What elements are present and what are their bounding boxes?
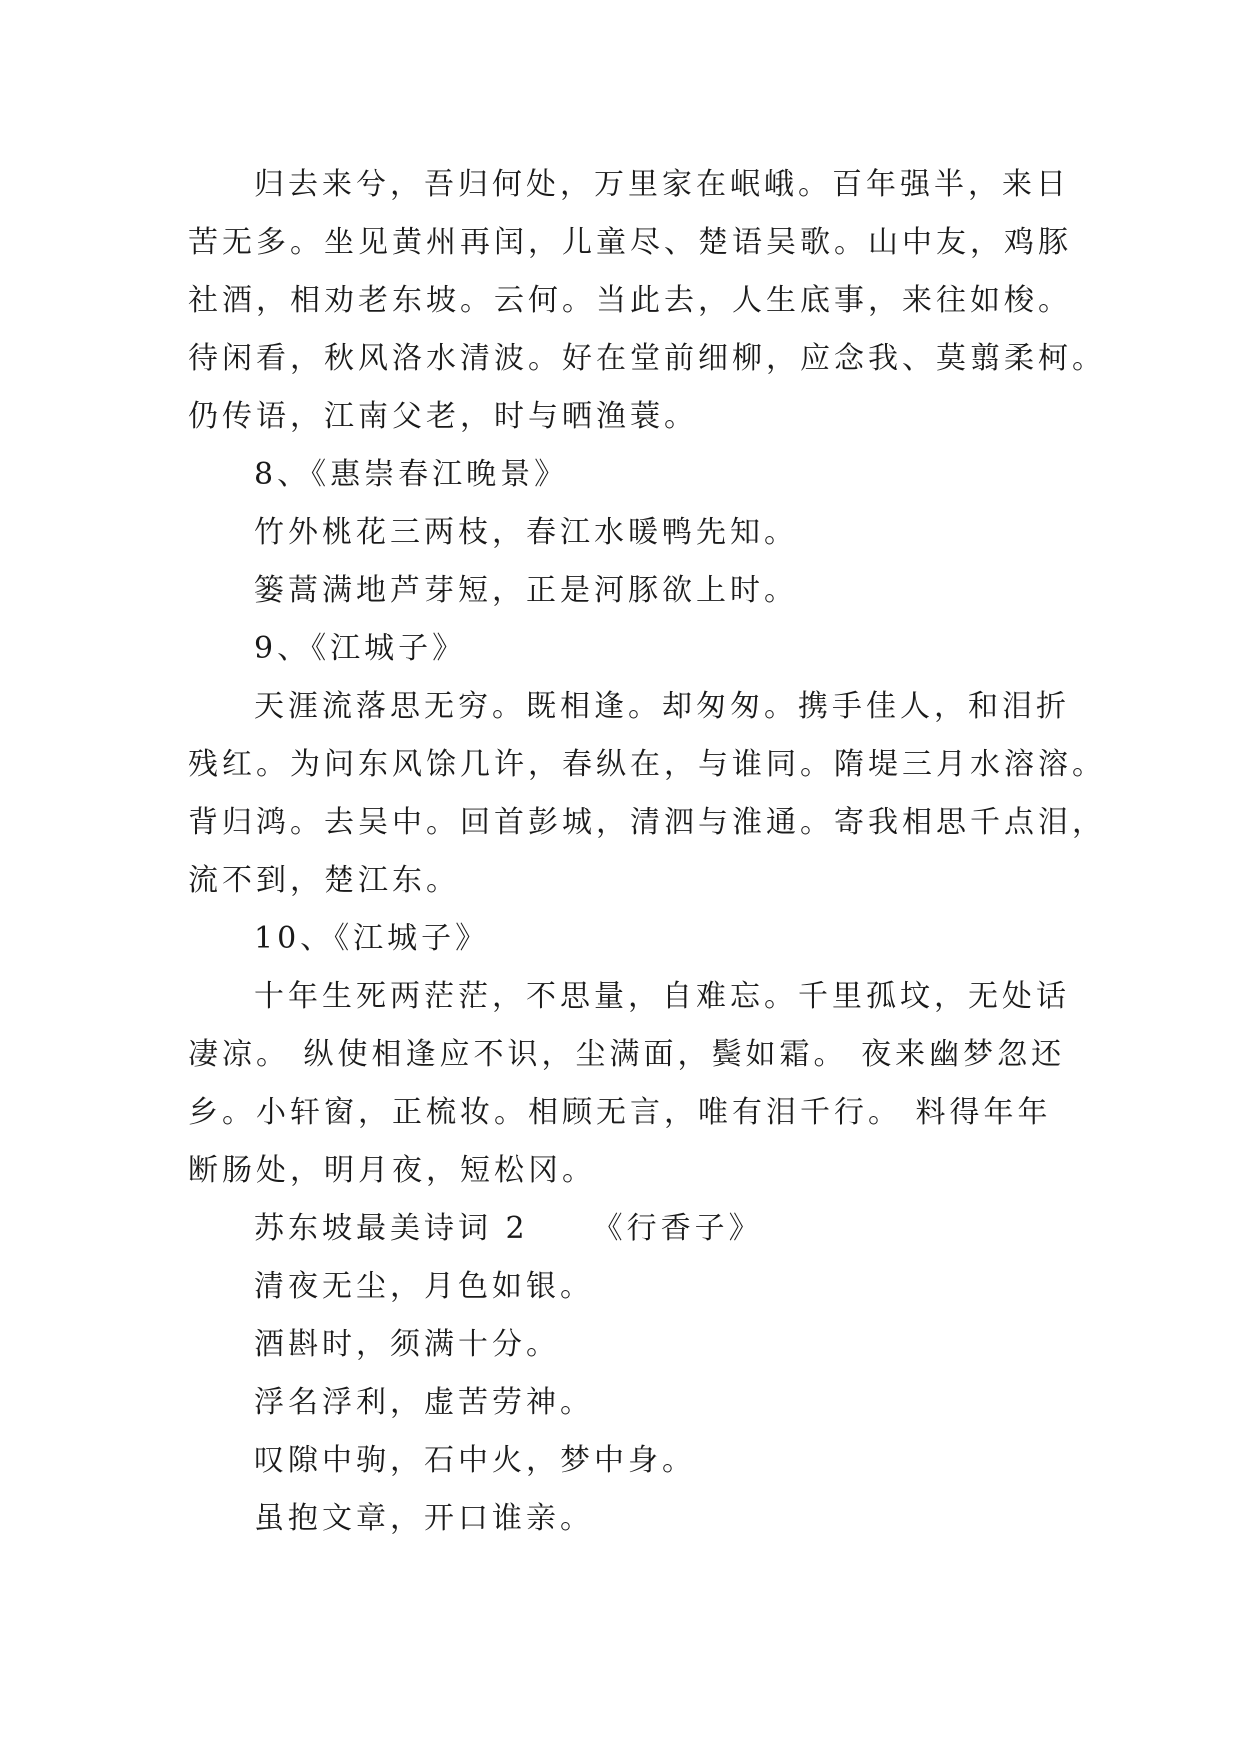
text-line: 十年生死两茫茫，不思量，自难忘。千里孤坟，无处话	[254, 979, 1070, 1014]
text-line: 仍传语，江南父老，时与晒渔蓑。	[188, 399, 698, 434]
poem-line: 虽抱文章，开口谁亲。	[254, 1501, 594, 1536]
text-line: 凄凉。 纵使相逢应不识，尘满面，鬓如霜。 夜来幽梦忽还	[188, 1037, 1066, 1072]
text-line: 归去来兮，吾归何处，万里家在岷峨。百年强半，来日	[254, 167, 1070, 202]
poem-title: 《行香子》	[592, 1211, 763, 1246]
text-line: 天涯流落思无穷。既相逢。却匆匆。携手佳人，和泪折	[254, 689, 1070, 724]
poem-line: 酒斟时，须满十分。	[254, 1327, 560, 1362]
section-heading	[188, 1200, 1068, 1258]
text-line: 待闲看，秋风洛水清波。好在堂前细柳，应念我、莫翦柔柯。	[188, 341, 1106, 376]
text-lines	[188, 156, 1106, 1200]
text-line: 10、《江城子》	[254, 921, 490, 956]
text-line: 断肠处，明月夜，短松冈。	[188, 1153, 596, 1188]
poem-line: 清夜无尘，月色如银。	[254, 1269, 594, 1304]
text-line: 乡。小轩窗，正梳妆。相顾无言，唯有泪千行。 料得年年	[188, 1095, 1052, 1130]
text-line: 残红。为问东风馀几许，春纵在，与谁同。隋堤三月水溶溶。	[188, 747, 1106, 782]
text-line: 背归鸿。去吴中。回首彭城，清泗与淮通。寄我相思千点泪，	[188, 805, 1106, 840]
section-heading-label: 苏东坡最美诗词 2	[254, 1211, 529, 1246]
text-line: 竹外桃花三两枝，春江水暖鸭先知。	[254, 515, 798, 550]
poem-line: 浮名浮利，虚苦劳神。	[254, 1385, 594, 1420]
poem-line: 叹隙中驹，石中火，梦中身。	[254, 1443, 696, 1478]
poem-lines	[188, 1258, 1068, 1548]
text-line: 9、《江城子》	[254, 631, 467, 666]
text-line: 流不到，楚江东。	[188, 863, 460, 898]
text-line: 社酒，相劝老东坡。云何。当此去，人生底事，来往如梭。	[188, 283, 1072, 318]
text-line: 篓蒿满地芦芽短，正是河豚欲上时。	[254, 573, 798, 608]
text-line: 8、《惠崇春江晚景》	[254, 457, 569, 492]
document-body	[188, 156, 1106, 1548]
text-line: 苦无多。坐见黄州再闰，儿童尽、楚语吴歌。山中友，鸡豚	[188, 225, 1072, 260]
